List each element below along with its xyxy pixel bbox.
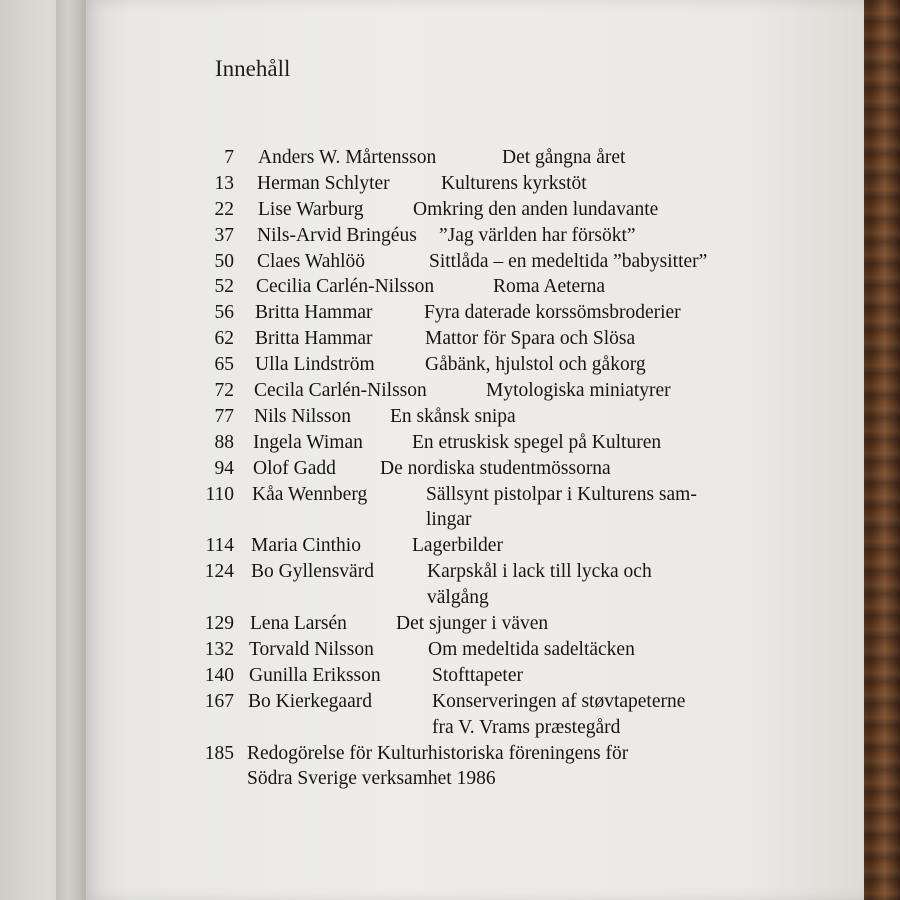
toc-author: Lena Larsén [250, 613, 347, 635]
toc-entry [0, 663, 860, 689]
toc-title [493, 274, 605, 300]
toc-title-line: Om medeltida sadeltäcken [428, 638, 635, 660]
toc-title-line: välgång [427, 587, 489, 609]
toc-author: Nils-Arvid Bringéus [257, 224, 417, 246]
toc-entry [0, 482, 860, 534]
toc-author: Ulla Lindström [255, 354, 375, 376]
toc-entry [0, 197, 860, 223]
toc-title [247, 741, 628, 793]
table-of-contents [0, 145, 860, 792]
toc-title [429, 249, 707, 275]
toc-entry [0, 456, 860, 482]
toc-title-line: Konserveringen af støvtapeterne [432, 690, 686, 712]
toc-title-line: Södra Sverige verksamhet 1986 [247, 768, 496, 790]
toc-page-number: 13 [214, 172, 234, 194]
toc-title [426, 482, 697, 534]
toc-page-number: 167 [204, 690, 234, 712]
toc-author: Anders W. Mårtensson [258, 147, 437, 168]
toc-page-number: 185 [204, 742, 234, 764]
toc-author: Claes Wahlöö [257, 250, 366, 272]
toc-entry [0, 300, 860, 326]
toc-title [432, 663, 523, 689]
toc-entry [0, 274, 860, 300]
toc-title [428, 637, 635, 663]
toc-author: Britta Hammar [255, 328, 373, 350]
toc-page-number: 22 [214, 198, 234, 220]
toc-page-number: 114 [205, 535, 234, 557]
toc-title-line: Det gångna året [502, 147, 626, 168]
toc-title [425, 352, 646, 378]
toc-page-number: 88 [214, 431, 234, 453]
toc-title-line: Kulturens kyrkstöt [441, 172, 587, 194]
toc-page-number: 132 [204, 638, 234, 660]
toc-entry [0, 533, 860, 559]
toc-title-line: Gåbänk, hjulstol och gåkorg [425, 354, 646, 376]
toc-title-line: Karpskål i lack till lycka och [427, 561, 652, 583]
toc-author: Cecilia Carlén-Nilsson [256, 276, 435, 298]
toc-title [439, 223, 636, 249]
toc-author: Bo Kierkegaard [248, 690, 372, 712]
toc-title [486, 378, 671, 404]
toc-title [425, 326, 635, 352]
toc-page-number: 37 [214, 224, 234, 246]
toc-page-number: 62 [214, 328, 234, 350]
toc-author: Maria Cinthio [251, 535, 361, 557]
toc-entry [0, 378, 860, 404]
toc-title-line: fra V. Vrams præstegård [432, 716, 621, 738]
toc-page-number: 129 [204, 613, 234, 635]
toc-entry [0, 741, 860, 793]
toc-page-number: 56 [214, 302, 234, 324]
toc-title-line: Lagerbilder [412, 535, 503, 557]
toc-title [432, 689, 685, 741]
toc-title-line: Mattor för Spara och Slösa [425, 328, 636, 350]
toc-author: Gunilla Eriksson [249, 664, 381, 686]
toc-author: Bo Gyllensvärd [251, 561, 374, 583]
toc-title-line: Roma Aeterna [493, 276, 606, 298]
toc-author: Britta Hammar [255, 302, 373, 324]
toc-title [390, 404, 516, 430]
toc-title [396, 611, 548, 637]
toc-page-number: 77 [214, 405, 234, 427]
toc-title-line: Sittlåda – en medeltida ”babysitter” [429, 250, 708, 272]
toc-title-line: Fyra daterade korssömsbroderier [424, 302, 681, 324]
toc-page-number: 72 [214, 380, 234, 402]
toc-author: Herman Schlyter [257, 172, 390, 194]
toc-author: Nils Nilsson [254, 405, 351, 427]
toc-page-number: 50 [214, 250, 234, 272]
toc-title-line: Redogörelse för Kulturhistoriska föreningens för [247, 742, 629, 764]
toc-page-number: 124 [204, 561, 234, 583]
toc-title-line: Stofttapeter [432, 664, 523, 686]
toc-page-number: 65 [214, 354, 234, 376]
toc-entry [0, 145, 860, 171]
toc-title-line: De nordiska studentmössorna [380, 457, 611, 479]
toc-entry [0, 404, 860, 430]
toc-author: Kåa Wennberg [252, 483, 368, 505]
toc-title [441, 171, 587, 197]
toc-title [412, 430, 661, 456]
page-title: Innehåll [215, 56, 291, 81]
toc-entry [0, 326, 860, 352]
toc-author: Ingela Wiman [253, 431, 363, 453]
toc-title [427, 559, 652, 611]
toc-entry [0, 352, 860, 378]
toc-title-line: ”Jag världen har försökt” [439, 224, 636, 246]
toc-title [413, 197, 658, 223]
toc-page-number: 140 [204, 664, 234, 686]
toc-page-number: 94 [214, 457, 234, 479]
toc-title-line: Omkring den anden lundavante [413, 198, 659, 220]
toc-entry [0, 611, 860, 637]
toc-title-line: Sällsynt pistolpar i Kulturens sam- [426, 483, 697, 505]
toc-entry [0, 171, 860, 197]
toc-entry [0, 249, 860, 275]
toc-page-number: 110 [205, 483, 234, 505]
toc-page-number: 52 [214, 276, 234, 298]
toc-title [412, 533, 503, 559]
toc-author: Olof Gadd [253, 457, 336, 479]
toc-entry [0, 223, 860, 249]
toc-title-line: Mytologiska miniatyrer [486, 380, 671, 402]
toc-title [502, 145, 625, 171]
toc-title [380, 456, 611, 482]
toc-title-line: lingar [426, 509, 472, 531]
toc-entry [0, 689, 860, 741]
toc-author: Cecila Carlén-Nilsson [254, 380, 427, 402]
toc-author: Torvald Nilsson [249, 638, 374, 660]
toc-title-line: Det sjunger i väven [396, 613, 549, 635]
toc-title-line: En skånsk snipa [390, 405, 516, 427]
toc-entry [0, 430, 860, 456]
toc-page-number: 7 [224, 147, 234, 168]
toc-title-line: En etruskisk spegel på Kulturen [412, 431, 662, 453]
toc-entry [0, 559, 860, 611]
toc-entry [0, 637, 860, 663]
toc-title [424, 300, 681, 326]
toc-author: Lise Warburg [258, 198, 364, 220]
